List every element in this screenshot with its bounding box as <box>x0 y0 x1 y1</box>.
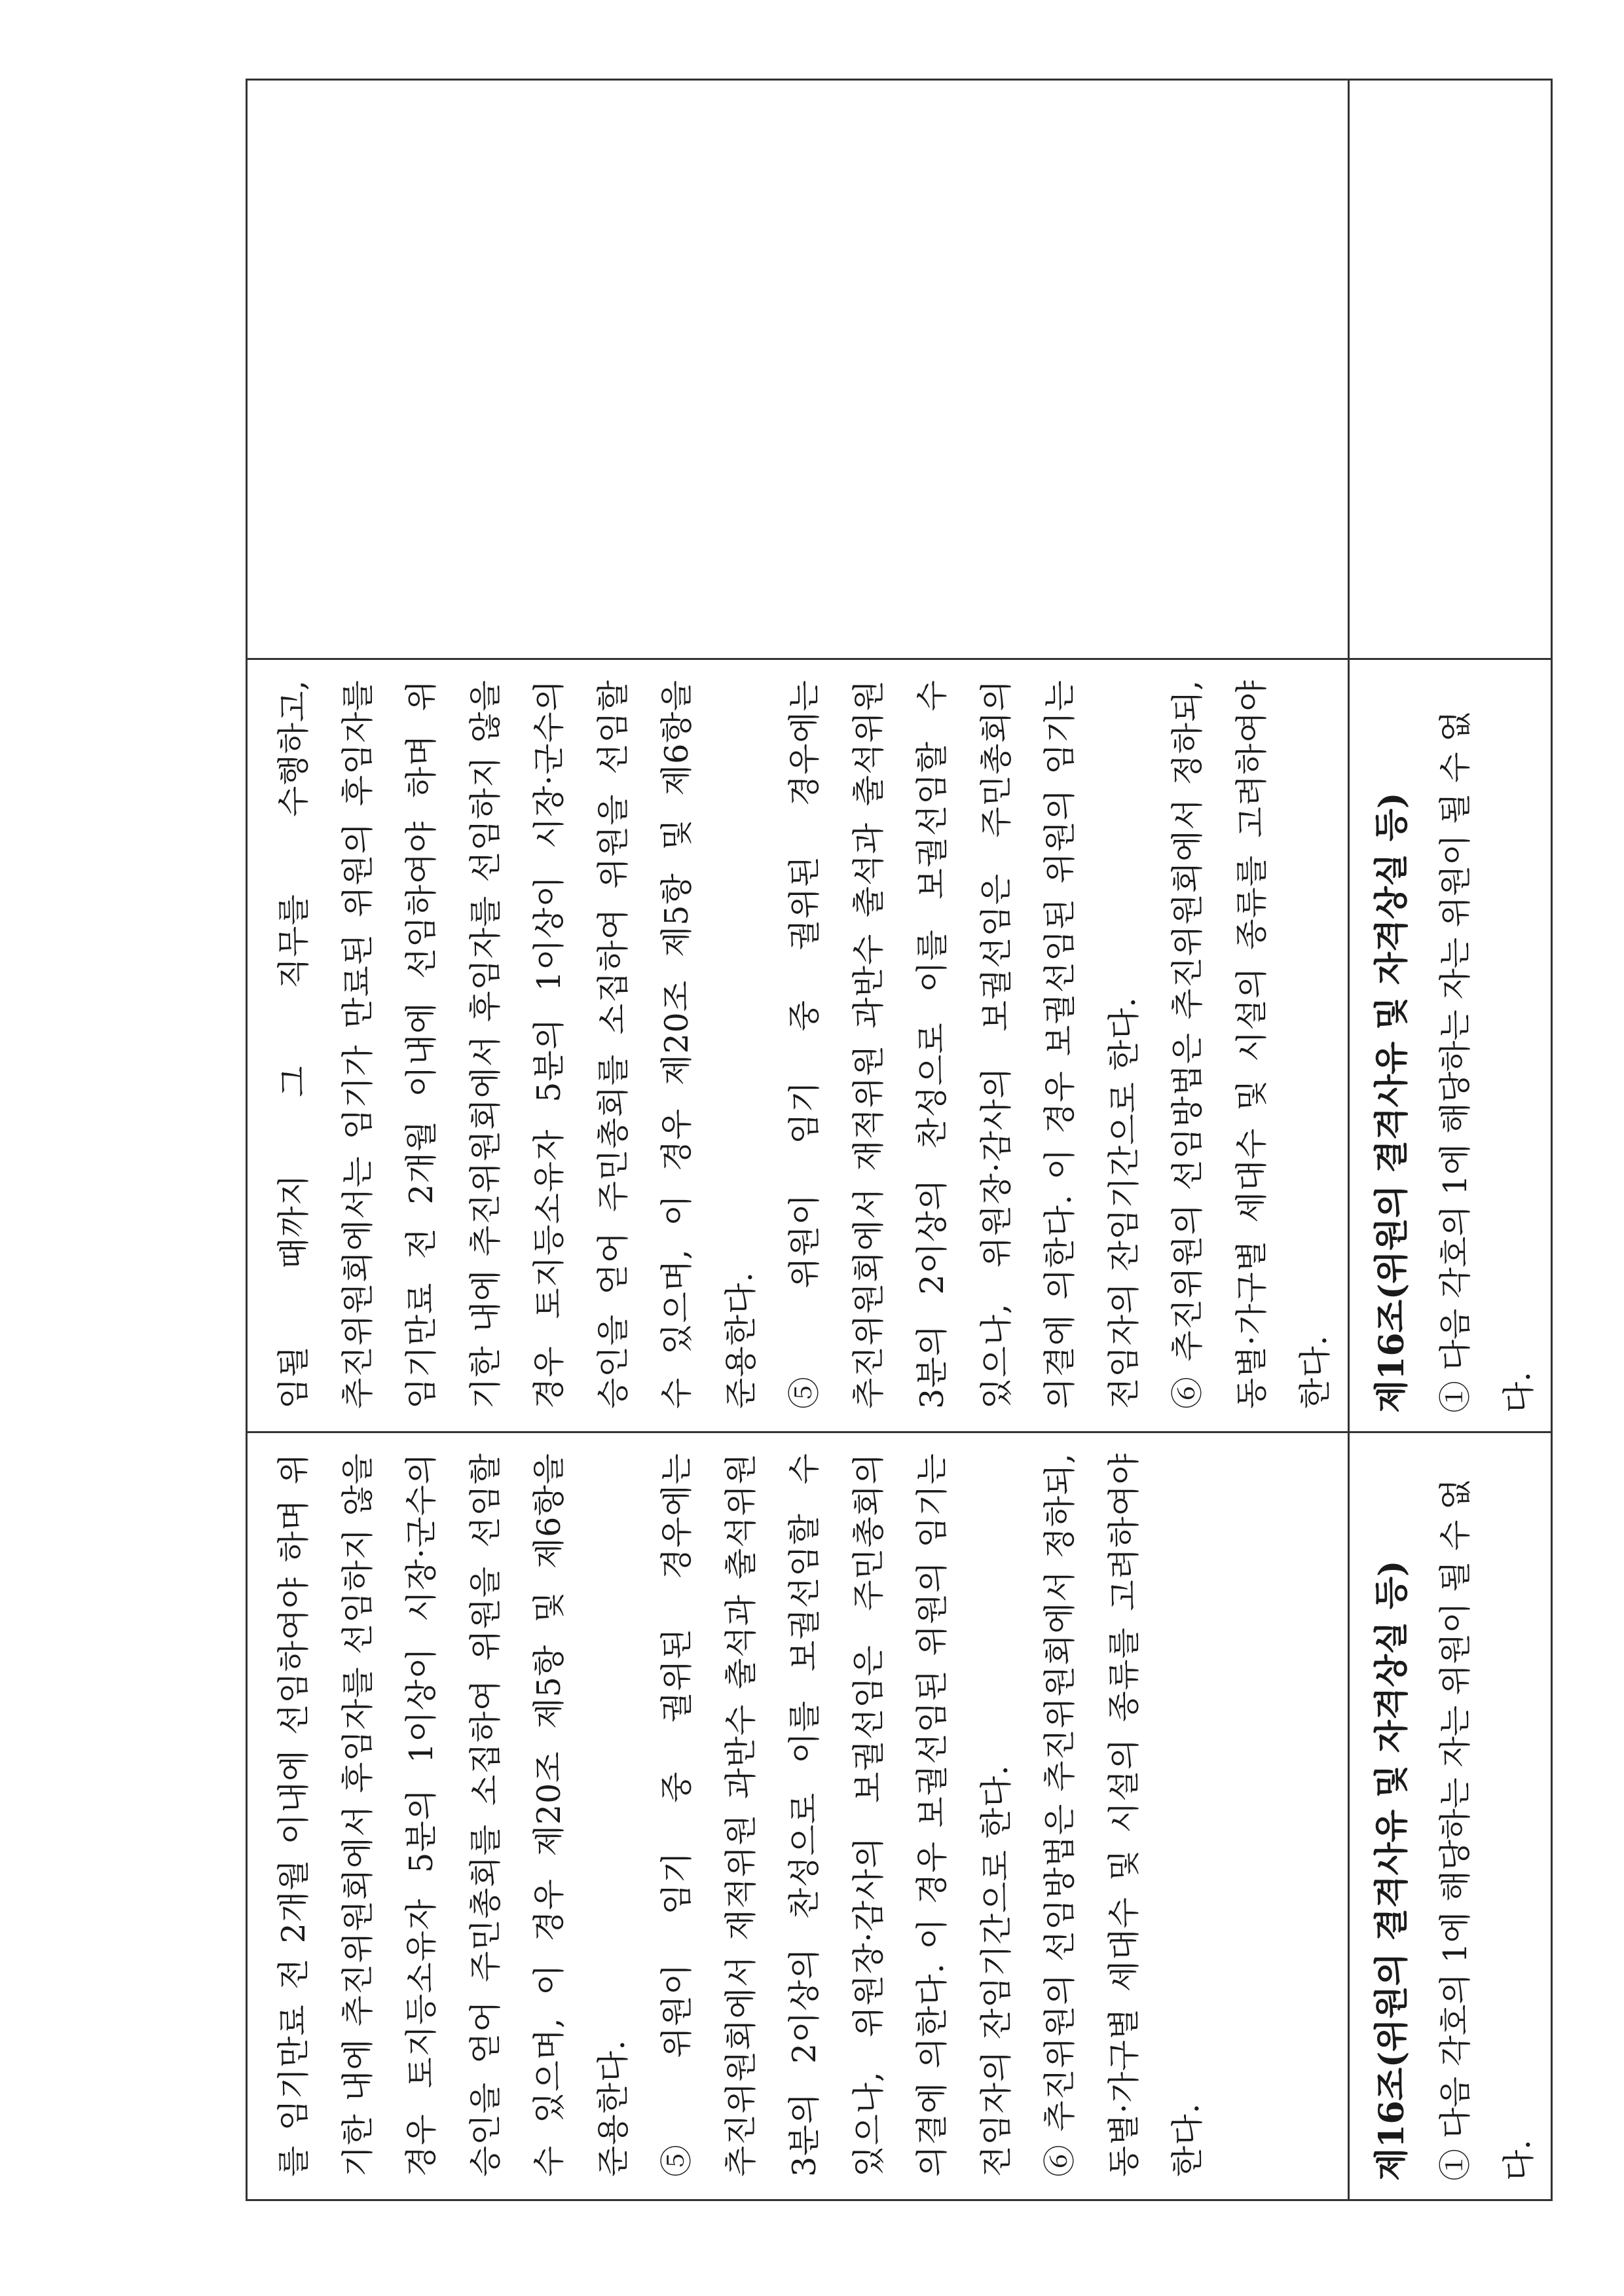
right-footer-cell <box>1348 80 1551 659</box>
left-column-cell <box>247 1432 1349 2200</box>
rotated-table-area <box>246 86 1538 2201</box>
middle-article-heading: 제16조(위원의 결격사유 및 자격상실 등) <box>1371 792 1412 1413</box>
left-article-text: ① 다음 각호의 1에 해당하는 자는 위원이 될 수 없다. <box>1436 1478 1538 2181</box>
table-row <box>1348 80 1551 2200</box>
middle-paragraph-3: ⑥ 추진위원의 선임방법은 추진위원회에서 정하되, 동별·가구별 세대수 및 시설의 종류를 고려하여야 한다. <box>1169 680 1334 1409</box>
left-paragraph-3: ⑥ 추진위원의 선임방법은 추진위원회에서 정하되, 동별·가구별 세대수 및 시설의 종류를 고려하여야 한다. <box>1041 1453 1206 2177</box>
comparison-table <box>246 79 1553 2201</box>
middle-article-text: ① 다음 각호의 1에 해당하는 자는 위원이 될 수 없다. <box>1436 710 1538 1413</box>
middle-column-cell <box>247 659 1349 1432</box>
middle-footer-cell <box>1348 659 1551 1432</box>
middle-paragraph-1: 임될 때까지 그 직무를 수행하고, 추진위원회에서는 임기가 만료된 위원의 후임자를 임기만료 전 2개월 이내에 선임하여야 하며 위 기한 내에 추진위원회에서 후임자를 선임하지 않을 경우 토지등소유자 5분의 1이상이 시장·군수의 승인을 얻어 주민총회를 소집하여 위원을 선임할 수 있으며, 이 경우 제20조 제5항 및 제6항을 준용한다. <box>275 680 760 1409</box>
left-article-heading: 제16조(위원의 결격사유 및 자격상실 등) <box>1371 1560 1412 2181</box>
left-footer-cell <box>1348 1432 1551 2200</box>
left-paragraph-2: ⑤ 위원이 임기 중 궐위된 경우에는 추진위원회에서 재적위원 과반수 출석과 출석위원 3분의 2이상의 찬성으로 이를 보궐선임할 수 있으나, 위원장·감사의 보궐선임은 주민총회의 의결에 의한다. 이 경우 보궐선임된 위원의 임기는 전임자의 잔임기간으로 한다. <box>658 1453 1015 2177</box>
left-paragraph-1: 를 임기만료 전 2개월 이내에 선임하여야 하며 위 기한 내에 추진위원회에서 후임자를 선임하지 않을 경우 토지등소유자 5분의 1이상이 시장·군수의 승인을 얻어 주민총회를 소집하여 위원을 선임할 수 있으며, 이 경우 제20조 제5항 및 제6항을 준용한다. <box>275 1453 632 2177</box>
middle-paragraph-2: ⑤ 위원이 임기 중 궐위된 경우에는 추진위원회에서 재적위원 과반수 출석과 출석위원 3분의 2이상의 찬성으로 이를 보궐선임할 수 있으나, 위원장·감사의 보궐선임은 주민총회의 의결에 의한다. 이 경우 보궐선임된 위원의 임기는 전임자의 잔임기간으로 한다. <box>786 680 1143 1409</box>
table-row <box>247 80 1349 2200</box>
right-column-cell <box>247 80 1349 659</box>
